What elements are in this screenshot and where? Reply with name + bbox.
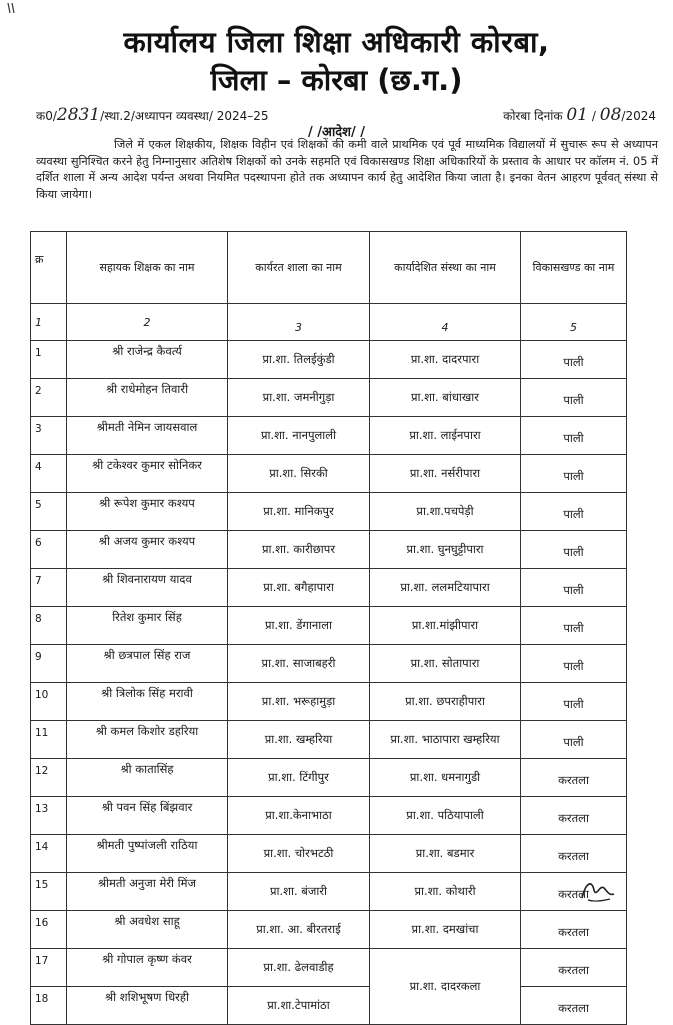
cell-sn: 12 (31, 759, 67, 797)
col-header-sn: क्र (31, 232, 67, 304)
cell-current-school: प्रा.शा.केनाभाठा (228, 797, 370, 835)
date-label: कोरबा दिनांक (503, 109, 563, 123)
cell-teacher-name: रितेश कुमार सिंह (67, 607, 228, 645)
cell-block: पाली (521, 683, 627, 721)
ref-prefix: क0/ (36, 109, 57, 123)
cell-block: पाली (521, 569, 627, 607)
cell-current-school: प्रा.शा. ढेलवाडीह (228, 949, 370, 987)
table-row (31, 607, 627, 645)
cell-assigned-school: प्रा.शा. लाईनपारा (370, 417, 521, 455)
col-number: 4 (370, 304, 521, 341)
cell-sn: 18 (31, 987, 67, 1025)
order-body-paragraph: जिले में एकल शिक्षकीय, शिक्षक विहीन एवं शिक्षकों की कमी वाले प्राथमिक एवं पूर्व माध्यमिक विद्यालयों में सुचारू रूप से अध्यापन व्यवस्था सुनिश्चित करने हेतु निम्नानुसार अतिशेष शिक्षकों को उनके सहमति एवं विकासखण्ड शिक्षा अधिकारियों के प्रस्ताव के आधार पर कॉलम नं. 05 में दर्शित शाला में अन्य आदेश पर्यन्त अथवा नियमित पदस्थापना होते तक अध्यापन कार्य हेतु आदेशित किया जाता है। इनका वेतन आहरण पूर्ववत् संस्था से किया जायेगा। (36, 138, 659, 201)
cell-block: करतला (521, 987, 627, 1025)
col-header-block: विकासखण्ड का नाम (521, 232, 627, 304)
cell-assigned-school: प्रा.शा. बांधाखार (370, 379, 521, 417)
date-month: 08 (599, 105, 622, 125)
cell-block: करतला (521, 911, 627, 949)
cell-sn: 7 (31, 569, 67, 607)
cell-current-school: प्रा.शा. सिरकी (228, 455, 370, 493)
cell-teacher-name: श्री शिवनारायण यादव (67, 569, 228, 607)
cell-sn: 10 (31, 683, 67, 721)
cell-teacher-name: श्री त्रिलोक सिंह मरावी (67, 683, 228, 721)
cell-assigned-school: प्रा.शा. नर्सरीपारा (370, 455, 521, 493)
table-row (31, 759, 627, 797)
cell-assigned-school: प्रा.शा. दादरकला (370, 949, 521, 1025)
table-row (31, 721, 627, 759)
cell-sn: 15 (31, 873, 67, 911)
cell-assigned-school: प्रा.शा. सोतापारा (370, 645, 521, 683)
cell-teacher-name: श्री शशिभूषण धिरही (67, 987, 228, 1025)
cell-teacher-name: श्री गोपाल कृष्ण कंवर (67, 949, 228, 987)
col-header-teacher-name: सहायक शिक्षक का नाम (67, 232, 228, 304)
cell-sn: 16 (31, 911, 67, 949)
table-row (31, 379, 627, 417)
cell-assigned-school: प्रा.शा. ललमटियापारा (370, 569, 521, 607)
cell-block: करतला (521, 873, 627, 911)
cell-current-school: प्रा.शा. टिंगीपुर (228, 759, 370, 797)
cell-current-school: प्रा.शा. चोरभटठी (228, 835, 370, 873)
cell-current-school: प्रा.शा. बंजारी (228, 873, 370, 911)
cell-block: करतला (521, 835, 627, 873)
cell-teacher-name: श्रीमती अनुजा मेरी मिंज (67, 873, 228, 911)
table-body (31, 341, 627, 1025)
cell-sn: 8 (31, 607, 67, 645)
cell-assigned-school: प्रा.शा. कोथारी (370, 873, 521, 911)
cell-block: करतला (521, 949, 627, 987)
cell-assigned-school: प्रा.शा. भाठापारा खम्हरिया (370, 721, 521, 759)
table-row (31, 341, 627, 379)
cell-block: पाली (521, 607, 627, 645)
column-number-row (31, 304, 627, 341)
cell-block: पाली (521, 417, 627, 455)
cell-assigned-school: प्रा.शा. पठियापाली (370, 797, 521, 835)
cell-current-school: प्रा.शा. साजाबहरी (228, 645, 370, 683)
cell-block: पाली (521, 379, 627, 417)
table-row (31, 493, 627, 531)
cell-current-school: प्रा.शा. नानपुलाली (228, 417, 370, 455)
cell-block: पाली (521, 341, 627, 379)
cell-teacher-name: श्री अजय कुमार कश्यप (67, 531, 228, 569)
ref-suffix: /स्था.2/अध्यापन व्यवस्था/ 2024–25 (100, 109, 269, 123)
cell-assigned-school: प्रा.शा. दादरपारा (370, 341, 521, 379)
cell-sn: 9 (31, 645, 67, 683)
cell-assigned-school: प्रा.शा. बडमार (370, 835, 521, 873)
reference-date: कोरबा दिनांक 01 / 08/2024 (503, 105, 656, 125)
col-number: 3 (228, 304, 370, 341)
date-year: /2024 (621, 109, 656, 123)
cell-teacher-name: श्री रूपेश कुमार कश्यप (67, 493, 228, 531)
cell-current-school: प्रा.शा.टेपामांठा (228, 987, 370, 1025)
cell-block: पाली (521, 493, 627, 531)
col-header-assigned-school: कार्यादेशित संस्था का नाम (370, 232, 521, 304)
order-heading: / /आदेश/ / (307, 125, 366, 140)
table-row (31, 797, 627, 835)
cell-assigned-school: प्रा.शा. घुनघुट्टीपारा (370, 531, 521, 569)
table-row (31, 911, 627, 949)
table-row (31, 455, 627, 493)
cell-sn: 11 (31, 721, 67, 759)
cell-block: पाली (521, 721, 627, 759)
cell-teacher-name: श्री राधेमोहन तिवारी (67, 379, 228, 417)
cell-current-school: प्रा.शा. बगैहापारा (228, 569, 370, 607)
cell-teacher-name: श्री अवधेश साहू (67, 911, 228, 949)
corner-mark-icon (6, 2, 16, 14)
cell-sn: 1 (31, 341, 67, 379)
cell-current-school: प्रा.शा. तिलईकुंडी (228, 341, 370, 379)
cell-teacher-name: श्रीमती नेमिन जायसवाल (67, 417, 228, 455)
cell-sn: 4 (31, 455, 67, 493)
table-row (31, 949, 627, 987)
col-number: 1 (31, 304, 67, 341)
office-title: कार्यालय जिला शिक्षा अधिकारी कोरबा, (123, 25, 550, 59)
cell-block: करतला (521, 759, 627, 797)
table-row (31, 683, 627, 721)
cell-sn: 17 (31, 949, 67, 987)
cell-block: पाली (521, 531, 627, 569)
cell-current-school: प्रा.शा. मानिकपुर (228, 493, 370, 531)
table-row (31, 417, 627, 455)
cell-assigned-school: प्रा.शा. धमनागुडी (370, 759, 521, 797)
cell-teacher-name: श्री कमल किशोर डहरिया (67, 721, 228, 759)
cell-teacher-name: श्री टकेश्वर कुमार सोनिकर (67, 455, 228, 493)
cell-assigned-school: प्रा.शा.पचपेड़ी (370, 493, 521, 531)
ref-handwritten-number: 2831 (56, 105, 101, 125)
cell-current-school: प्रा.शा. खम्हरिया (228, 721, 370, 759)
table-row (31, 531, 627, 569)
cell-current-school: प्रा.शा. कारीछापर (228, 531, 370, 569)
cell-block: पाली (521, 455, 627, 493)
cell-sn: 5 (31, 493, 67, 531)
cell-assigned-school: प्रा.शा. दमखांचा (370, 911, 521, 949)
cell-block: करतला (521, 797, 627, 835)
table-row (31, 569, 627, 607)
district-title: जिला – कोरबा (छ.ग.) (210, 63, 463, 97)
teacher-assignment-table (30, 231, 627, 1025)
cell-sn: 2 (31, 379, 67, 417)
cell-sn: 14 (31, 835, 67, 873)
table-header-row (31, 232, 627, 304)
col-number: 2 (67, 304, 228, 341)
cell-teacher-name: श्री छत्रपाल सिंह राज (67, 645, 228, 683)
cell-assigned-school: प्रा.शा.मांझीपारा (370, 607, 521, 645)
cell-teacher-name: श्री राजेन्द्र कैवर्त्य (67, 341, 228, 379)
cell-teacher-name: श्रीमती पुष्पांजली राठिया (67, 835, 228, 873)
col-number: 5 (521, 304, 627, 341)
cell-current-school: प्रा.शा. डेंगानाला (228, 607, 370, 645)
cell-block: पाली (521, 645, 627, 683)
table-row (31, 835, 627, 873)
table-row (31, 645, 627, 683)
cell-teacher-name: श्री कातासिंह (67, 759, 228, 797)
cell-sn: 6 (31, 531, 67, 569)
col-header-current-school: कार्यरत शाला का नाम (228, 232, 370, 304)
signature-mark (578, 876, 618, 904)
cell-current-school: प्रा.शा. भरूहामुड़ा (228, 683, 370, 721)
cell-sn: 13 (31, 797, 67, 835)
cell-assigned-school: प्रा.शा. छपराहीपारा (370, 683, 521, 721)
cell-teacher-name: श्री पवन सिंह बिंझवार (67, 797, 228, 835)
cell-current-school: प्रा.शा. जमनीगुड़ा (228, 379, 370, 417)
cell-current-school: प्रा.शा. आ. बीरतराई (228, 911, 370, 949)
date-day: 01 (566, 105, 589, 125)
cell-sn: 3 (31, 417, 67, 455)
table-row (31, 987, 627, 1025)
